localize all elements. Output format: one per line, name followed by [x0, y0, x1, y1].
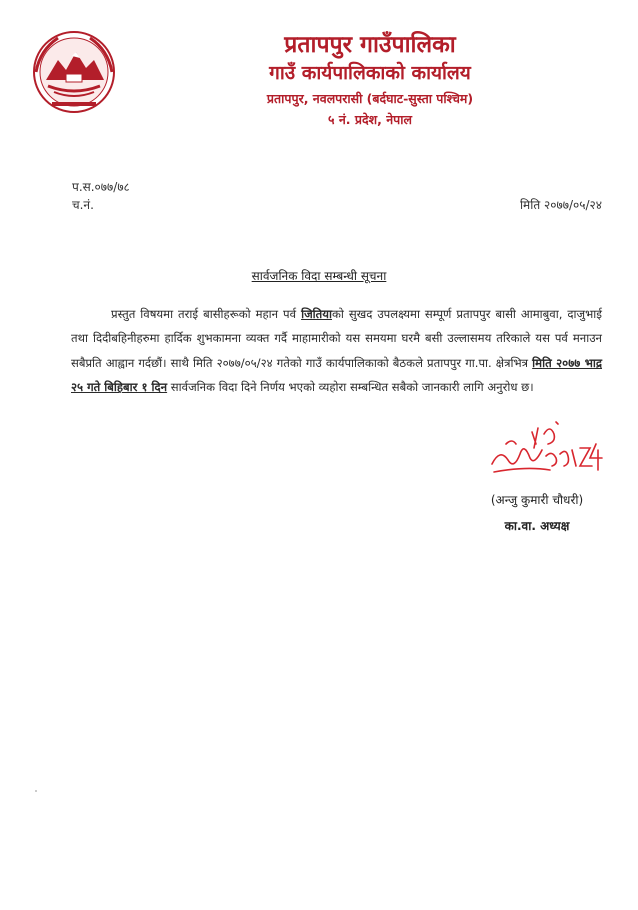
handwritten-signature: [486, 414, 606, 480]
body-text-part-2: को सुखद उपलक्ष्यमा सम्पूर्ण प्रतापपुर बासी आमाबुवा, दाजुभाई तथा दिदीबहिनीहरुमा हार्दिक शुभकामना व्यक्त गर्दै माहामारीको यस समयमा घरमै बसी उल्लासमय तरिकाले यस पर्व मनाउन सबैप्रति आह्वान गर्दछौं। साथै मिति २०७७/०५/२४ गतेको गाउँ कार्यपालिकाको बैठकले प्रतापपुर गा.पा. क्षेत्रभित्र: [71, 307, 602, 370]
municipality-title: प्रतापपुर गाउँपालिका: [284, 32, 456, 58]
body-text-part-1: प्रस्तुत विषयमा तराई बासीहरूको महान पर्व: [111, 307, 302, 321]
office-province: ५ नं. प्रदेश, नेपाल: [328, 112, 412, 127]
letter-body: [71, 302, 602, 400]
holiday-date: मिति २०७७ भाद्र २५ गते बिहिबार १ दिन: [71, 355, 603, 395]
subject-text: सार्वजनिक विदा सम्बन्धी सूचना: [251, 269, 387, 283]
office-address: प्रतापपुर, नवलपरासी (बर्दघाट-सुस्ता पश्चिम): [266, 91, 474, 106]
body-text-part-3: सार्वजनिक विदा दिने निर्णय भएको व्यहोरा सम्बन्धित सबैको जानकारी लागि अनुरोध छ।: [167, 380, 534, 395]
municipality-emblem-icon: [32, 30, 116, 114]
dispatch-number: च.नं.: [72, 198, 94, 212]
letter-date: मिति २०७७/०५/२४: [519, 198, 602, 212]
signatory-name: (अन्जु कुमारी चौधरी): [490, 493, 584, 507]
letter-reference-number: प.स.०७७/७८: [72, 180, 130, 194]
office-subtitle: गाउँ कार्यपालिकाको कार्यालय: [269, 62, 471, 84]
scan-speck: [35, 790, 37, 792]
festival-name: जितिया: [301, 307, 333, 321]
letter-subject: [0, 267, 638, 285]
signatory-role: का.वा. अध्यक्ष: [504, 519, 570, 533]
letterhead: [140, 30, 600, 130]
